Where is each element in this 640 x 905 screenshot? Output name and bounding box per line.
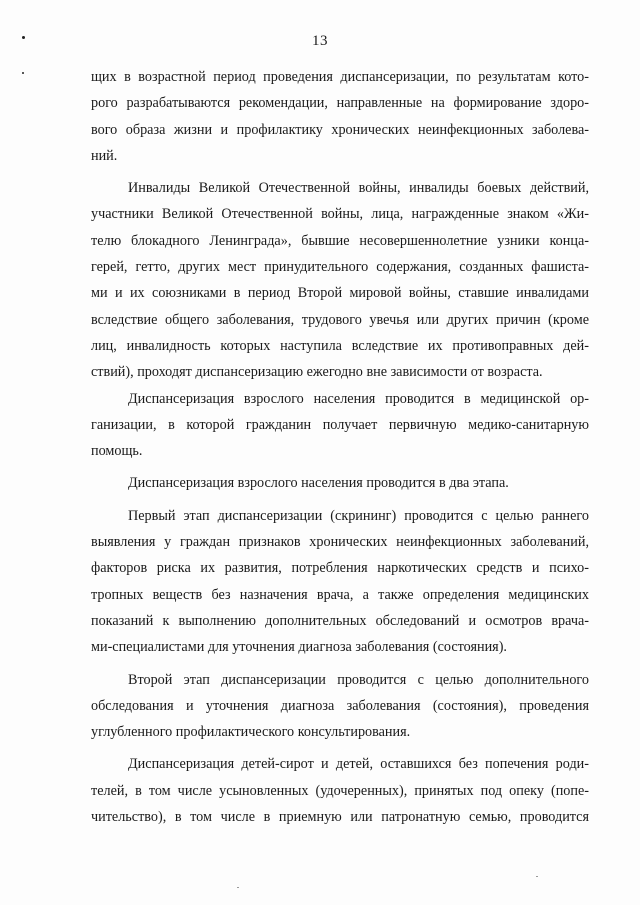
text-line: ми и их союзниками в период Второй мировой войны, ставшие инвалидами <box>91 285 589 302</box>
paragraph <box>91 386 589 465</box>
scan-speck <box>237 887 239 888</box>
paragraph <box>91 470 589 496</box>
text-line: ствий), проходят диспансеризацию ежегодно вне зависимости от возраста. <box>91 364 543 381</box>
text-line: помощь. <box>91 443 143 460</box>
scan-speck <box>536 876 538 877</box>
scan-mark <box>22 72 24 74</box>
text-line: вого образа жизни и профилактику хронических неинфекционных заболева- <box>91 121 589 138</box>
text-line: Первый этап диспансеризации (скрининг) проводится с целью раннего <box>128 507 589 524</box>
paragraph <box>91 503 589 661</box>
paragraph <box>91 175 589 385</box>
text-line: выявления у граждан признаков хронических неинфекционных заболеваний, <box>91 534 589 551</box>
body-text <box>91 64 589 830</box>
text-line: показаний к выполнению дополнительных обследований и осмотров врача- <box>91 612 589 629</box>
paragraph <box>91 667 589 746</box>
text-line: герей, гетто, других мест принудительного содержания, созданных фашиста- <box>91 259 589 276</box>
text-line: телю блокадного Ленинграда», бывшие несовершеннолетние узники конца- <box>91 232 589 249</box>
text-line: телей, в том числе усыновленных (удочеренных), принятых под опеку (попе- <box>91 782 589 799</box>
text-line: углубленного профилактического консультирования. <box>91 724 411 741</box>
text-line: вследствие общего заболевания, трудового увечья или других причин (кроме <box>91 311 589 328</box>
paragraph <box>91 751 589 830</box>
text-line: щих в возрастной период проведения диспансеризации, по результатам кото- <box>91 69 589 85</box>
text-line: Второй этап диспансеризации проводится с целью дополнительного <box>128 671 589 688</box>
text-line: лиц, инвалидность которых наступила вследствие их противоправных дей- <box>91 337 589 354</box>
text-line: обследования и уточнения диагноза заболевания (состояния), проведения <box>91 697 589 714</box>
text-line: ганизации, в которой гражданин получает первичную медико-санитарную <box>91 416 589 433</box>
text-line: Диспансеризация взрослого населения проводится в медицинской ор- <box>128 390 589 407</box>
paragraph <box>91 64 589 169</box>
text-line: ми-специалистами для уточнения диагноза заболевания (состояния). <box>91 639 507 656</box>
text-line: ний. <box>91 147 118 164</box>
text-line: Диспансеризация взрослого населения проводится в два этапа. <box>128 475 509 492</box>
text-line: чительство), в том числе в приемную или патронатную семью, проводится <box>91 809 589 826</box>
text-line: тропных веществ без назначения врача, а также определения медицинских <box>91 586 589 603</box>
text-line: участники Великой Отечественной войны, лица, награжденные знаком «Жи- <box>91 206 589 223</box>
text-line: факторов риска их развития, потребления наркотических средств и психо- <box>91 560 589 577</box>
page-number: 13 <box>312 33 328 49</box>
text-line: Диспансеризация детей-сирот и детей, оставшихся без попечения роди- <box>128 756 589 773</box>
text-line: Инвалиды Великой Отечественной войны, инвалиды боевых действий, <box>128 180 589 197</box>
text-line: рого разрабатываются рекомендации, направленные на формирование здоро- <box>91 95 589 112</box>
